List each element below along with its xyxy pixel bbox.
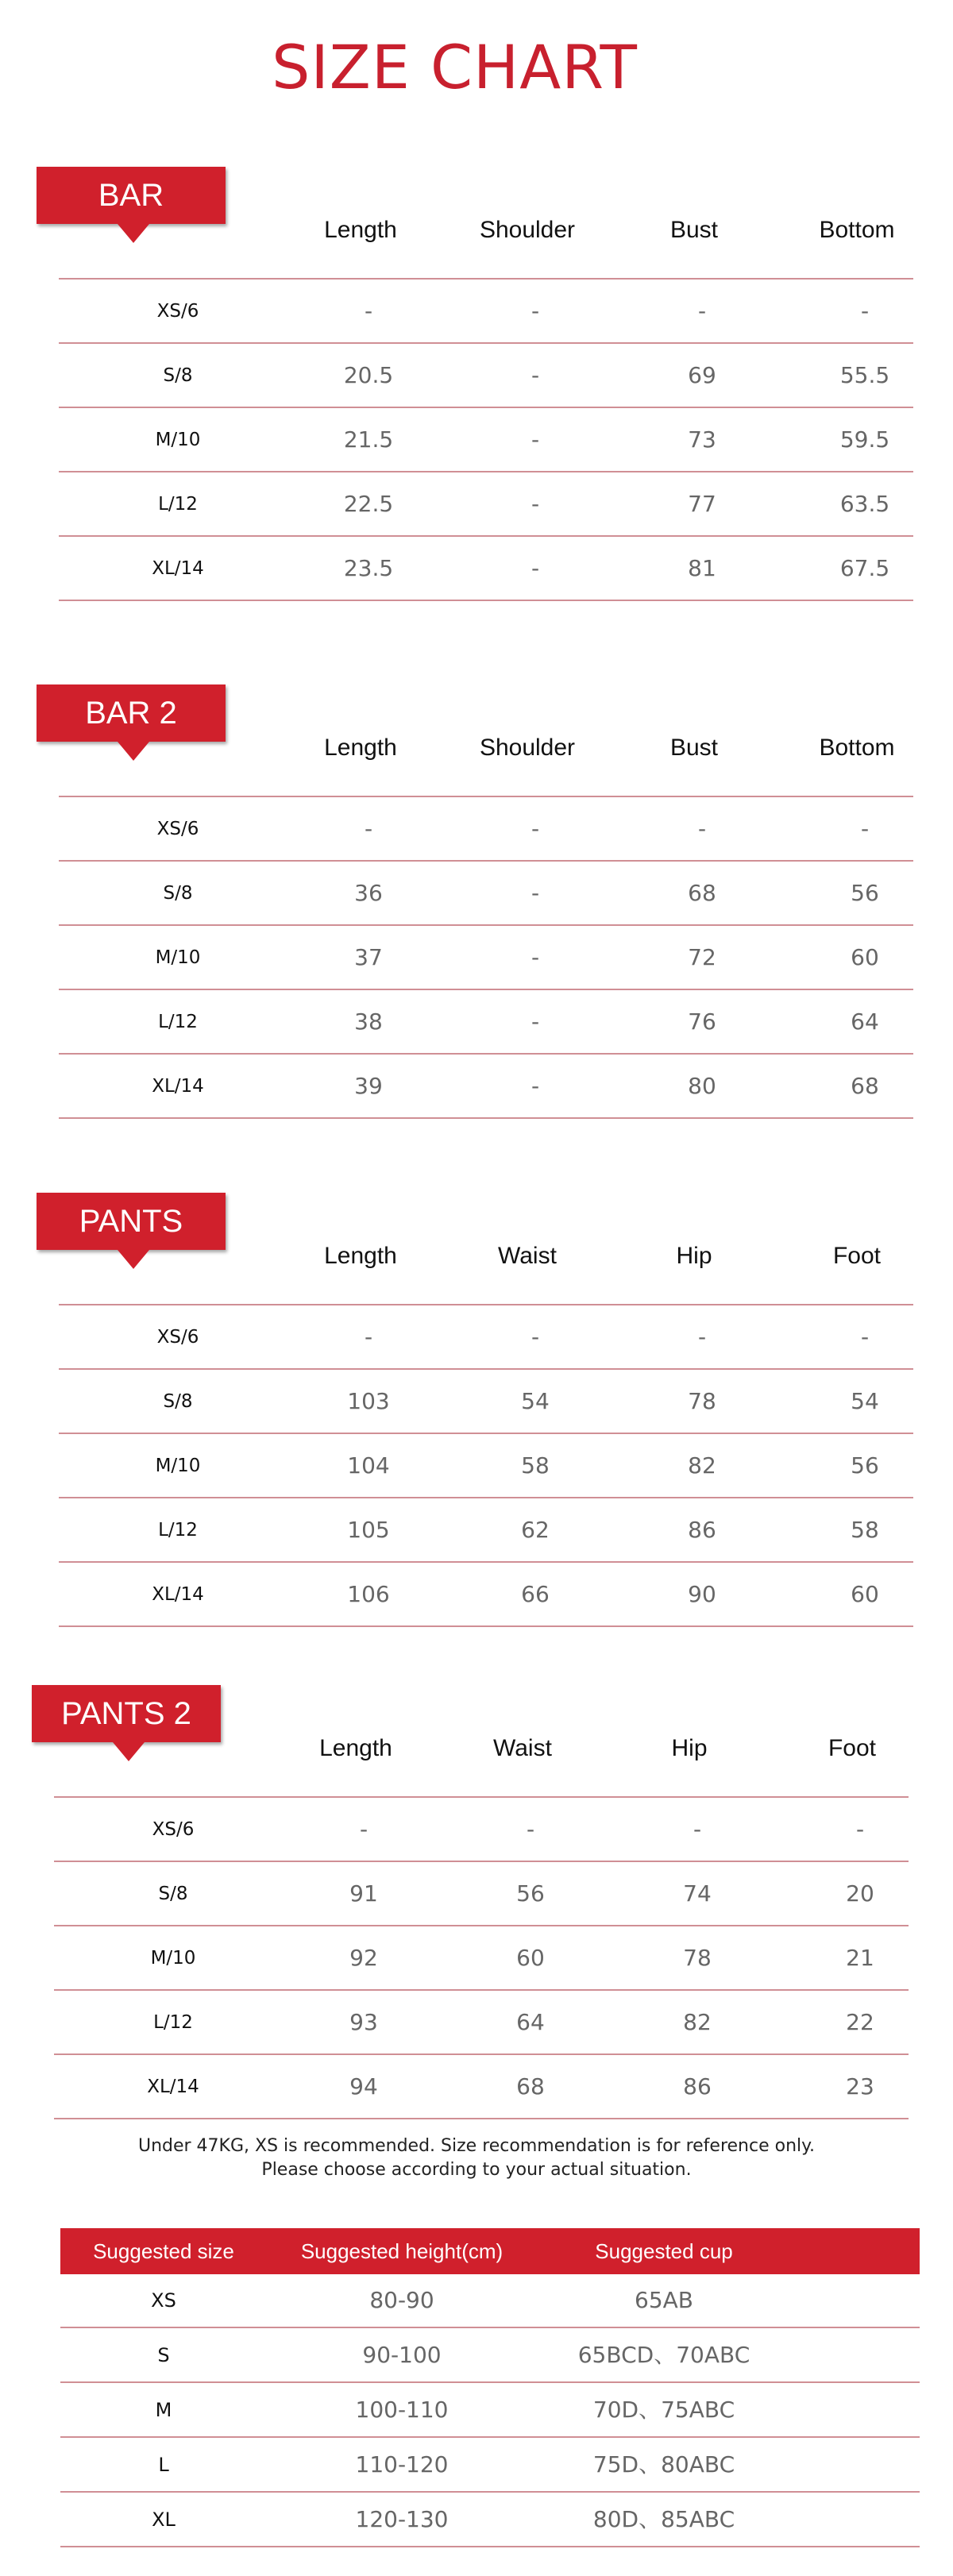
table-row <box>59 1498 913 1562</box>
column-header: Foot <box>828 1735 877 1761</box>
measurement-value: 76 <box>688 1008 716 1035</box>
measurement-value: 54 <box>851 1388 879 1414</box>
measurement-value: 60 <box>851 1581 879 1607</box>
suggested-size-header <box>60 2228 920 2274</box>
table-row <box>59 1055 913 1118</box>
measurement-value: - <box>364 1324 373 1350</box>
measurement-value: 58 <box>851 1517 879 1543</box>
measurement-value: 86 <box>683 2073 712 2100</box>
suggested-height-value: 120-130 <box>355 2506 449 2532</box>
measurement-value: 59.5 <box>839 426 890 453</box>
measurement-value: 72 <box>688 944 716 970</box>
size-label: S/8 <box>158 1884 188 1904</box>
size-label: S/8 <box>163 365 193 386</box>
measurement-value: - <box>531 491 540 517</box>
measurement-value: 56 <box>851 880 879 906</box>
measurement-value: 58 <box>521 1452 550 1479</box>
measurement-value: 67.5 <box>839 555 890 581</box>
suggested-size-value: M <box>155 2399 172 2421</box>
header-suggested-cup: Suggested cup <box>595 2239 733 2263</box>
size-label: M/10 <box>155 1456 201 1476</box>
table-row <box>54 1798 909 1861</box>
table-row <box>59 990 913 1054</box>
measurement-value: - <box>693 1816 702 1842</box>
size-label: S/8 <box>163 1391 193 1412</box>
note-line-2: Please choose according to your actual situation. <box>261 2160 692 2180</box>
suggested-size-value: S <box>157 2344 170 2366</box>
size-label: XS/6 <box>156 819 199 839</box>
row-divider <box>59 600 913 601</box>
table-row <box>59 1434 913 1498</box>
table-row <box>59 408 913 472</box>
suggested-cup-value: 65BCD、70ABC <box>577 2342 750 2368</box>
table-row <box>60 2493 920 2547</box>
size-section <box>37 1193 918 1637</box>
measurement-value: 20 <box>846 1880 874 1907</box>
column-header: Bust <box>669 217 719 243</box>
measurement-value: 74 <box>683 1880 712 1907</box>
size-label: XL/14 <box>152 1076 204 1097</box>
measurement-value: 86 <box>688 1517 716 1543</box>
column-header: Length <box>324 217 397 243</box>
column-header: Waist <box>493 1735 552 1761</box>
section-tag-label: PANTS <box>79 1204 183 1239</box>
measurement-value: 104 <box>347 1452 390 1479</box>
suggested-cup-value: 75D、80ABC <box>592 2451 735 2478</box>
measurement-value: - <box>531 1324 540 1350</box>
suggested-height-value: 110-120 <box>355 2451 449 2478</box>
measurement-value: 68 <box>851 1073 879 1099</box>
measurement-value: - <box>531 816 540 842</box>
measurement-value: - <box>531 426 540 453</box>
column-header: Shoulder <box>479 735 576 761</box>
header-suggested-size: Suggested size <box>93 2239 234 2263</box>
measurement-value: 91 <box>349 1880 378 1907</box>
size-label: S/8 <box>163 883 193 904</box>
measurement-value: - <box>531 1073 540 1099</box>
measurement-value: 54 <box>521 1388 550 1414</box>
measurement-value: 60 <box>516 1945 545 1971</box>
measurement-value: 93 <box>349 2009 378 2035</box>
measurement-value: 106 <box>347 1581 390 1607</box>
measurement-value: 73 <box>688 426 716 453</box>
row-divider <box>60 2327 920 2328</box>
row-divider <box>60 2491 920 2493</box>
table-row <box>54 2055 909 2119</box>
size-label: M/10 <box>150 1948 196 1969</box>
column-header: Hip <box>671 1735 708 1761</box>
table-row <box>60 2439 920 2493</box>
measurement-value: 64 <box>851 1008 879 1035</box>
size-label: M/10 <box>155 947 201 968</box>
size-label: L/12 <box>158 1520 198 1541</box>
measurement-value: - <box>697 816 707 842</box>
size-label: M/10 <box>155 430 201 450</box>
measurement-value: 55.5 <box>839 362 890 388</box>
note-line-1: Under 47KG, XS is recommended. Size recommendation is for reference only. <box>137 2136 816 2156</box>
measurement-value: 68 <box>688 880 716 906</box>
measurement-value: - <box>860 816 870 842</box>
measurement-value: 81 <box>688 555 716 581</box>
suggested-cup-value: 65AB <box>635 2287 693 2313</box>
measurement-value: - <box>531 298 540 324</box>
measurement-value: 82 <box>688 1452 716 1479</box>
size-label: XL/14 <box>152 558 204 579</box>
measurement-value: 80 <box>688 1073 716 1099</box>
measurement-value: - <box>860 1324 870 1350</box>
table-row <box>59 1305 913 1369</box>
measurement-value: 103 <box>347 1388 390 1414</box>
measurement-value: - <box>364 816 373 842</box>
column-header: Length <box>319 1735 392 1761</box>
measurement-value: 92 <box>349 1945 378 1971</box>
suggested-size-value: L <box>158 2454 169 2476</box>
table-header-row <box>59 214 913 246</box>
table-row <box>54 1862 909 1926</box>
row-divider <box>60 2546 920 2547</box>
row-divider <box>59 1117 913 1119</box>
table-row <box>59 344 913 407</box>
measurement-value: 38 <box>354 1008 383 1035</box>
measurement-value: 20.5 <box>343 362 394 388</box>
measurement-value: 56 <box>851 1452 879 1479</box>
table-row <box>59 472 913 536</box>
table-row <box>60 2274 920 2328</box>
table-header-row <box>59 1240 913 1272</box>
section-tag-label: BAR 2 <box>85 696 177 731</box>
measurement-value: 39 <box>354 1073 383 1099</box>
column-header: Bottom <box>819 735 895 761</box>
column-header: Hip <box>676 1243 712 1269</box>
size-label: L/12 <box>158 494 198 515</box>
measurement-value: 36 <box>354 880 383 906</box>
measurement-value: 23 <box>846 2073 874 2100</box>
measurement-value: - <box>359 1816 368 1842</box>
measurement-value: - <box>697 298 707 324</box>
measurement-value: 63.5 <box>839 491 890 517</box>
size-section <box>37 684 918 1129</box>
page-title: SIZE CHART <box>272 32 638 102</box>
measurement-value: 21 <box>846 1945 874 1971</box>
size-label: L/12 <box>158 1012 198 1032</box>
section-tag-label: PANTS 2 <box>61 1696 191 1731</box>
measurement-value: 22 <box>846 2009 874 2035</box>
row-divider <box>60 2436 920 2438</box>
table-row <box>54 1926 909 1990</box>
measurement-value: 21.5 <box>343 426 394 453</box>
size-section <box>37 167 918 611</box>
measurement-value: 62 <box>521 1517 550 1543</box>
measurement-value: - <box>860 298 870 324</box>
suggested-height-value: 100-110 <box>355 2397 449 2423</box>
measurement-value: 23.5 <box>343 555 394 581</box>
suggested-cup-value: 70D、75ABC <box>592 2397 735 2423</box>
measurement-value: - <box>526 1816 535 1842</box>
measurement-value: - <box>531 362 540 388</box>
header-suggested-height: Suggested height(cm) <box>300 2239 504 2263</box>
suggested-height-value: 80-90 <box>369 2287 434 2313</box>
column-header: Foot <box>832 1243 882 1269</box>
column-header: Bust <box>669 735 719 761</box>
measurement-value: 94 <box>349 2073 378 2100</box>
column-header: Length <box>324 735 397 761</box>
table-header-row <box>59 732 913 764</box>
size-label: XL/14 <box>147 2077 199 2097</box>
table-row <box>59 280 913 343</box>
measurement-value: - <box>364 298 373 324</box>
table-row <box>59 862 913 925</box>
measurement-value: 22.5 <box>343 491 394 517</box>
measurement-value: 77 <box>688 491 716 517</box>
measurement-value: 68 <box>516 2073 545 2100</box>
measurement-value: - <box>531 944 540 970</box>
size-label: XS/6 <box>152 1819 195 1840</box>
measurement-value: - <box>855 1816 865 1842</box>
measurement-value: - <box>697 1324 707 1350</box>
measurement-value: 78 <box>683 1945 712 1971</box>
table-row <box>60 2384 920 2438</box>
table-row <box>60 2329 920 2383</box>
section-tag-label: BAR <box>98 178 164 213</box>
suggested-cup-value: 80D、85ABC <box>592 2506 735 2532</box>
measurement-value: 105 <box>347 1517 390 1543</box>
measurement-value: 90 <box>688 1581 716 1607</box>
measurement-value: - <box>531 1008 540 1035</box>
size-label: XS/6 <box>156 1327 199 1348</box>
table-row <box>59 797 913 861</box>
table-row <box>59 1370 913 1433</box>
size-label: XL/14 <box>152 1584 204 1605</box>
measurement-value: - <box>531 880 540 906</box>
measurement-value: - <box>531 555 540 581</box>
size-note <box>0 2134 953 2182</box>
size-section <box>32 1685 913 2130</box>
measurement-value: 37 <box>354 944 383 970</box>
row-divider <box>59 1625 913 1627</box>
column-header: Length <box>324 1243 397 1269</box>
measurement-value: 82 <box>683 2009 712 2035</box>
measurement-value: 60 <box>851 944 879 970</box>
measurement-value: 78 <box>688 1388 716 1414</box>
table-header-row <box>54 1733 909 1764</box>
table-row <box>59 537 913 600</box>
row-divider <box>54 2118 909 2119</box>
table-row <box>54 1991 909 2054</box>
measurement-value: 64 <box>516 2009 545 2035</box>
table-row <box>59 1563 913 1626</box>
measurement-value: 56 <box>516 1880 545 1907</box>
suggested-size-value: XL <box>152 2509 176 2531</box>
suggested-size-value: XS <box>151 2289 176 2312</box>
column-header: Bottom <box>819 217 895 243</box>
measurement-value: 69 <box>688 362 716 388</box>
measurement-value: 66 <box>521 1581 550 1607</box>
size-label: XS/6 <box>156 301 199 322</box>
row-divider <box>60 2381 920 2383</box>
size-label: L/12 <box>153 2012 193 2033</box>
table-row <box>59 926 913 989</box>
suggested-height-value: 90-100 <box>362 2342 442 2368</box>
column-header: Waist <box>498 1243 557 1269</box>
column-header: Shoulder <box>479 217 576 243</box>
